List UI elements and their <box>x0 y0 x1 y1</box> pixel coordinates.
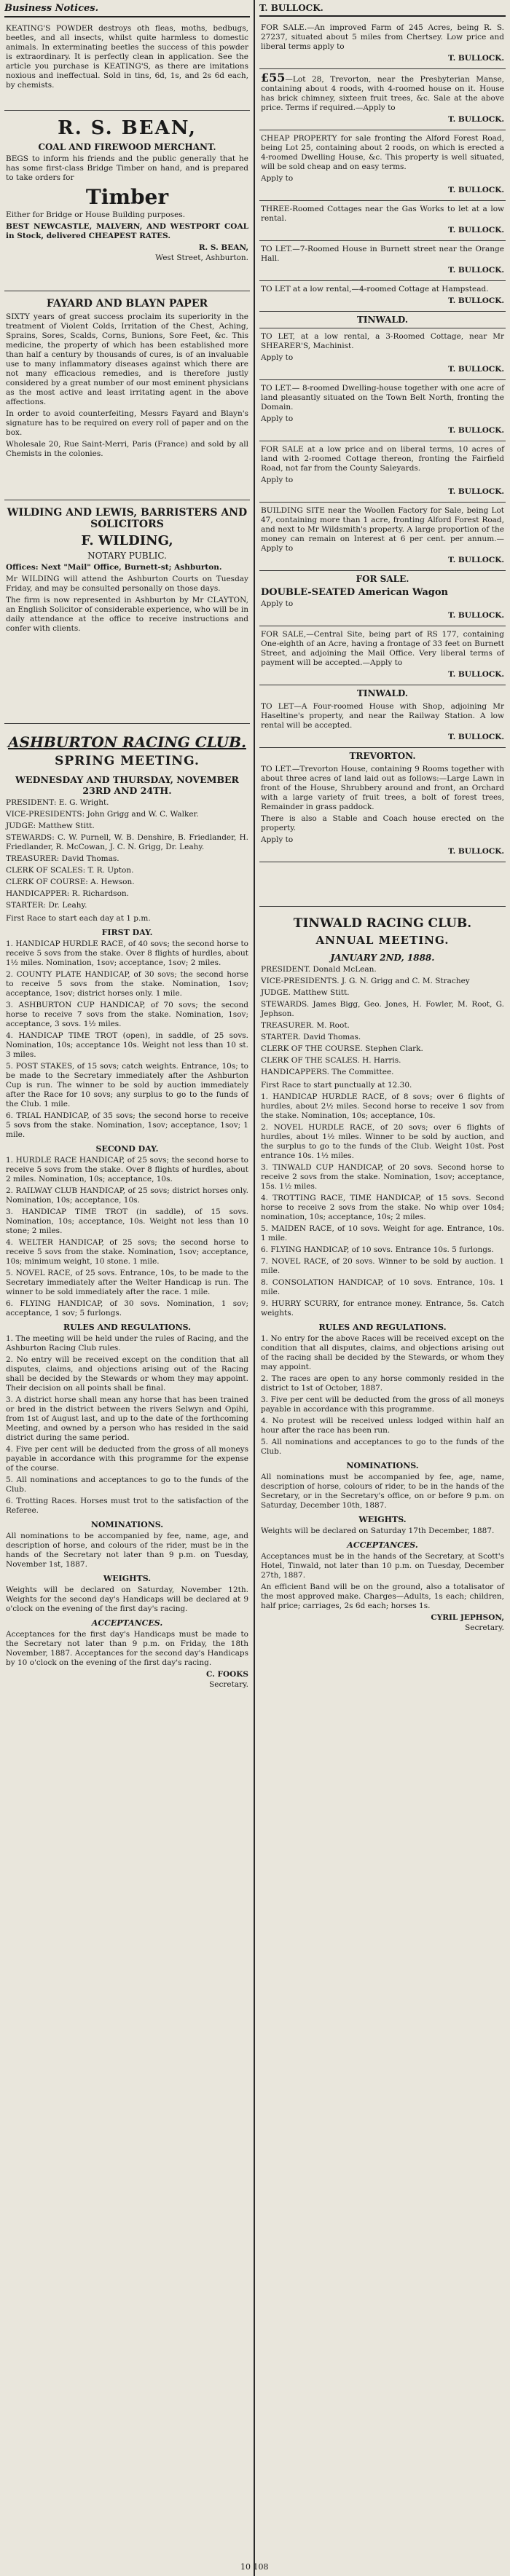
trc-rule: 1. No entry for the above Races will be received except on the condition that all disputes, claims, and objections arising out of the racing shall be decided by the Stewards, or whom they may appoint. <box>261 1334 504 1371</box>
arc-vice-presidents: VICE-PRESIDENTS: John Grigg and W. C. Walker. <box>6 810 199 819</box>
wilding-text-1: Mr WILDING will attend the Ashburton Courts on Tuesday Friday, and may be consulted personally on those days. <box>6 575 248 593</box>
bean-text-3: BEST NEWCASTLE, MALVERN, AND WESTPORT COAL in Stock, delivered CHEAPEST RATES. <box>6 222 248 240</box>
ad-text: BUILDING SITE near the Woollen Factory for Sale, being Lot 47, containing more than 1 acre, fronting Alford Forest Road, and next to Mr Wildsmith's property. A large proportion of the money can remain on Interest at 6 per cent. per annum.—Apply to <box>261 506 504 553</box>
bullock-ad-central-site <box>259 626 506 685</box>
ad-signature: T. BULLOCK. <box>448 54 504 63</box>
wilding-office: Offices: Next "Mail" Office, Burnett-st; Ashburton. <box>6 563 222 572</box>
trc-nominations-text: All nominations must be accompanied by fee, age, name, description of horse, colours of rider, to be in the hands of the Secretary, or in the Secretary's office, on or before 9 p.m. on Saturday, December 10th, 1887. <box>261 1473 504 1510</box>
trc-race-item: 4. TROTTING RACE, TIME HANDICAP, of 15 sovs. Second horse to receive 2 sovs from the stake. No whip over 10s4; nomination, 10s; acceptance, 10s; 2 miles. <box>261 1194 504 1221</box>
arc-nominations-text: All nominations to be accompanied by fee, name, age, and description of horse, and colours of the rider, must be in the hands of the Secretary not later than 9 p.m. on Tuesday, November 1st, 1887. <box>6 1532 248 1569</box>
bullock-ad-shearer-cottage <box>259 328 506 380</box>
trc-rule: 5. All nominations and acceptances to go to the funds of the Club. <box>261 1438 504 1456</box>
trc-stewards: STEWARDS. James Bigg, Geo. Jones, H. Fowler, M. Root, G. Jephson. <box>261 1000 504 1018</box>
ad-text: TO LET—A Four-roomed House with Shop, adjoining Mr Haseltine's property, and near the Railway Station. A low rental will be accepted. <box>261 702 504 730</box>
bullock-ad-town-belt <box>259 380 506 441</box>
ad-apply: Apply to <box>261 835 294 844</box>
ad-text: FOR SALE,—Central Site, being part of RS 177, containing One-eighth of an Acre, having a frontage of 33 feet on Burnett Street, and adjoining the Mail Office. Very liberal terms of payment will be accepted.—Apply to <box>261 630 504 667</box>
arc-secretary-role: Secretary. <box>209 1680 248 1689</box>
fayard-advertisement <box>4 291 250 500</box>
trc-race-item: 8. CONSOLATION HANDICAP, of 10 sovs. Entrance, 10s. 1 mile. <box>261 1278 504 1296</box>
ad-signature: T. BULLOCK. <box>448 733 504 741</box>
for-sale-heading: FOR SALE. <box>356 574 409 584</box>
arc-day1-item: 4. HANDICAP TIME TROT (open), in saddle, of 25 sovs. Nomination, 10s; acceptance 10s. Weight not less than 10 st. 3 miles. <box>6 1031 248 1059</box>
arc-rule: 2. No entry will be received except on the condition that all disputes, claims, and objections arising out of the Racing shall be decided by the Stewards or whom they may appoint. Their decision on all points shall be final. <box>6 1355 248 1393</box>
arc-day1-heading: FIRST DAY. <box>101 928 153 937</box>
wilding-name: F. WILDING, <box>81 533 173 548</box>
ad-apply: Apply to <box>261 414 294 423</box>
trc-handicappers: HANDICAPPERS. The Committee. <box>261 1068 394 1076</box>
trc-race-item: 1. HANDICAP HURDLE RACE, of 8 sovs; over 6 flights of hurdles, about 2½ miles. Second horse to receive 1 sov from the stake. Nomination, 10s; acceptance, 10s. <box>261 1092 504 1120</box>
ad-price: £55 <box>261 71 286 84</box>
trc-president: PRESIDENT. Donald McLean. <box>261 965 377 974</box>
ad-signature: T. BULLOCK. <box>448 186 504 194</box>
arc-day1-item: 3. ASHBURTON CUP HANDICAP, of 70 sovs; the second horse to receive 7 sovs from the stake. Nomination, 1sov; acceptance, 3 sovs. 1½ miles. <box>6 1001 248 1028</box>
arc-president: PRESIDENT: E. G. Wright. <box>6 798 109 807</box>
trc-race-item: 5. MAIDEN RACE, of 10 sovs. Weight for age. Entrance, 10s. 1 mile. <box>261 1224 504 1242</box>
trc-secretary-role: Secretary. <box>465 1623 504 1632</box>
trc-first-race: First Race to start punctually at 12.30. <box>261 1081 412 1090</box>
arc-day1-item: 6. TRIAL HANDICAP, of 35 sovs; the second horse to receive 5 sovs from the stake. Nomination, 1sov; acceptance, 1sov; 1 mile. <box>6 1111 248 1139</box>
arc-starter: STARTER: Dr. Leahy. <box>6 901 87 910</box>
trc-rule: 4. No protest will be received unless lodged within half an hour after the race has been run. <box>261 1417 504 1435</box>
wilding-role: NOTARY PUBLIC. <box>87 551 167 561</box>
trc-treasurer: TREASURER. M. Root. <box>261 1021 350 1030</box>
bullock-ad-shop <box>259 698 506 748</box>
running-head-right <box>259 0 506 17</box>
bullock-ad-trevorton-house <box>259 761 506 862</box>
arc-day2-item: 3. HANDICAP TIME TROT (in saddle), of 15 sovs. Nomination, 10s; acceptance, 10s. Weight not less than 10 stone; 2 miles. <box>6 1208 248 1235</box>
trc-acceptances-text: Acceptances must be in the hands of the Secretary, at Scott's Hotel, Tinwald, not later than 10 p.m. on Tuesday, December 27th, 1887. <box>261 1552 504 1580</box>
arc-secretary-name: C. FOOKS <box>206 1670 248 1679</box>
ad-text: TO LET.—Trevorton House, containing 9 Rooms together with about three acres of land laid out as follows:—Large Lawn in front of the House, Shrubbery around and front, an Orchard with a large variety of fruit trees, a bolt of forest trees, Remainder in grass paddock. <box>261 765 504 811</box>
trc-acceptances-heading: ACCEPTANCES. <box>347 1540 418 1550</box>
arc-nominations-heading: NOMINATIONS. <box>90 1520 164 1529</box>
tinwald-heading-2: TINWALD. <box>356 688 409 698</box>
ad-text: CHEAP PROPERTY for sale fronting the Alford Forest Road, being Lot 25, containing about 2 roods, on which is erected a 4-roomed Dwelling House, &c. This property is well situated, will be sold cheap and on easy terms. <box>261 134 504 171</box>
bean-timber-heading: Timber <box>85 185 169 209</box>
bullock-ad-hampstead <box>259 281 506 312</box>
trc-note: An efficient Band will be on the ground, also a totalisator of the most approved make. Charges—Adults, 1s each; children, half price; carriages, 2s 6d each; horses 1s. <box>261 1583 504 1610</box>
arc-day2-item: 6. FLYING HANDICAP, of 30 sovs. Nomination, 1 sov; acceptance, 1 sov; 5 furlongs. <box>6 1299 248 1317</box>
arc-rule: 1. The meeting will be held under the rules of Racing, and the Ashburton Racing Club rules. <box>6 1334 248 1352</box>
ad-text: FOR SALE.—An improved Farm of 245 Acres, being R. S. 27237, situated about 5 miles from Chertsey. Low price and liberal terms apply to <box>261 23 504 51</box>
tinwald-racing-club-advertisement <box>259 907 506 1638</box>
ad-text-2: There is also a Stable and Coach house erected on the property. <box>261 814 504 832</box>
trc-rule: 2. The races are open to any horse commonly resided in the district to 1st of October, 1887. <box>261 1374 504 1393</box>
ad-signature: T. BULLOCK. <box>448 847 504 856</box>
bullock-ad-burnett-house <box>259 241 506 281</box>
running-head-left: Business Notices. <box>4 0 250 17</box>
ad-signature: T. BULLOCK. <box>448 115 504 124</box>
trc-nominations-heading: NOMINATIONS. <box>346 1461 419 1470</box>
keating-text: KEATING'S POWDER destroys oth fleas, moths, bedbugs, beetles, and all insects, whilst quite harmless to domestic animals. In exterminating beetles the success of this powder is extraordinary. It is perfectly clean in application. See the article you purchase is KEATING'S, as there are imitations noxious and ineffectual. Sold in tins, 6d, 1s, and 2s 6d each, by chemists. <box>6 24 248 90</box>
ad-signature: T. BULLOCK. <box>448 226 504 235</box>
right-column <box>259 0 506 2576</box>
arc-day1-item: 2. COUNTY PLATE HANDICAP, of 30 sovs; the second horse to receive 5 sovs from the stake. Nomination, 1sov; acceptance, 1sov; district horses only. 1 mile. <box>6 970 248 998</box>
wilding-text-2: The firm is now represented in Ashburton by Mr CLAYTON, an English Solicitor of considerable experience, who will be in daily attendance at the office to receive instructions and confer with clients. <box>6 596 248 633</box>
ad-apply: Apply to <box>261 599 294 608</box>
ad-text-body: —Lot 28, Trevorton, near the Presbyterian Manse, containing about 4 roods, with 4-roomed house on it. House has brick chimney, sixteen fruit trees, &c. Sale at the above price. Terms if required.—Apply to <box>261 75 504 112</box>
bullock-ad-lot28 <box>259 69 506 130</box>
ad-apply: Apply to <box>261 476 294 484</box>
arc-day1-item: 1. HANDICAP HURDLE RACE, of 40 sovs; the second horse to receive 5 sovs from the stake. Over 8 flights of hurdles, about 1½ miles. Nomination, 1sov; acceptance, 1sov; 2 miles. <box>6 940 248 967</box>
ad-signature: T. BULLOCK. <box>448 556 504 564</box>
arc-weights-heading: WEIGHTS. <box>103 1574 152 1583</box>
trc-club-title: TINWALD RACING CLUB. <box>293 916 472 931</box>
bullock-ad-fairfield <box>259 441 506 503</box>
ad-signature: T. BULLOCK. <box>448 611 504 620</box>
trevorton-heading: TREVORTON. <box>349 751 416 761</box>
tinwald-heading: TINWALD. <box>259 315 506 328</box>
column-divider <box>254 0 255 2576</box>
wilding-advertisement <box>4 500 250 724</box>
arc-weights-text: Weights will be declared on Saturday, November 12th. Weights for the second day's Handicaps will be declared at 9 o'clock on the evening of the first day's racing. <box>6 1586 248 1613</box>
bullock-ad-cottages <box>259 201 506 241</box>
arc-acceptances-text: Acceptances for the first day's Handicaps must be made to the Secretary not later than 9 p.m. on Friday, the 18th November, 1887. Acceptances for the second day's Handicaps by 10 o'clock on the evening of the first day's racing. <box>6 1630 248 1667</box>
trc-clerk-course: CLERK OF THE COURSE. Stephen Clark. <box>261 1044 423 1053</box>
ad-text: TO LET at a low rental,—4-roomed Cottage at Hampstead. <box>261 285 489 294</box>
arc-rule: 6. Trotting Races. Horses must trot to the satisfaction of the Referee. <box>6 1497 248 1515</box>
bullock-ad-wagon <box>259 584 506 626</box>
trc-race-item: 9. HURRY SCURRY, for entrance money. Entrance, 5s. Catch weights. <box>261 1299 504 1317</box>
trc-starter: STARTER. David Thomas. <box>261 1033 361 1041</box>
bean-trade: COAL AND FIREWOOD MERCHANT. <box>38 142 216 152</box>
trc-weights-heading: WEIGHTS. <box>358 1515 407 1524</box>
arc-club-title: ASHBURTON RACING CLUB. <box>8 733 246 751</box>
ad-text: TO LET, at a low rental, a 3-Roomed Cottage, near Mr SHEARER'S, Machinist. <box>261 332 504 350</box>
arc-clerk-course: CLERK OF COURSE: A. Hewson. <box>6 878 135 886</box>
trc-race-item: 2. NOVEL HURDLE RACE, of 20 sovs; over 6 flights of hurdles, about 1½ miles. Winner to be sold by auction, and the surplus to go to the funds of the Club. Weight 10st. Post entrance 10s. 1½ miles. <box>261 1123 504 1160</box>
ad-apply: Apply to <box>261 353 294 362</box>
arc-handicapper: HANDICAPPER: R. Richardson. <box>6 889 129 898</box>
arc-rule: 4. Five per cent will be deducted from the gross of all moneys payable in accordance with this programme for the expense of the course. <box>6 1445 248 1473</box>
arc-judge: JUDGE: Matthew Stitt. <box>6 822 95 830</box>
ad-text <box>261 73 504 113</box>
ad-signature: T. BULLOCK. <box>448 487 504 496</box>
wilding-title: WILDING AND LEWIS, BARRISTERS AND SOLICITORS <box>7 507 248 530</box>
arc-meeting-title: SPRING MEETING. <box>55 754 200 768</box>
ad-text: DOUBLE-SEATED American Wagon <box>261 587 448 598</box>
ad-text: THREE-Roomed Cottages near the Gas Works to let at a low rental. <box>261 205 504 223</box>
trc-date: JANUARY 2ND, 1888. <box>330 953 435 963</box>
arc-rule: 5. All nominations and acceptances to go to the funds of the Club. <box>6 1476 248 1494</box>
bean-name: R. S. BEAN, <box>58 117 197 139</box>
fayard-text-3: Wholesale 20, Rue Saint-Merri, Paris (France) and sold by all Chemists in the colonies. <box>6 440 248 458</box>
ad-signature: T. BULLOCK. <box>448 426 504 435</box>
left-column <box>4 0 250 2576</box>
trc-race-item: 3. TINWALD CUP HANDICAP, of 20 sovs. Second horse to receive 2 sovs from the stake. Nomination, 1sov; acceptance, 15s. 1½ miles. <box>261 1163 504 1191</box>
page-footer-number: 10 108 <box>240 2562 269 2572</box>
trc-rules-heading: RULES AND REGULATIONS. <box>318 1323 447 1332</box>
trc-clerk-scales: CLERK OF THE SCALES. H. Harris. <box>261 1056 401 1065</box>
arc-day2-item: 2. RAILWAY CLUB HANDICAP, of 25 sovs; district horses only. Nomination, 10s; acceptance, 10s. <box>6 1186 248 1205</box>
ad-text: TO LET.—7-Roomed House in Burnett street near the Orange Hall. <box>261 245 504 263</box>
keating-advertisement <box>4 20 250 111</box>
arc-day2-item: 1. HURDLE RACE HANDICAP, of 25 sovs; the second horse to receive 5 sovs from the stake. Over 8 flights of hurdles, about 2 miles. Nomination, 10s; acceptance, 10s. <box>6 1156 248 1183</box>
fayard-title: FAYARD AND BLAYN PAPER <box>46 298 208 310</box>
arc-first-race: First Race to start each day at 1 p.m. <box>6 914 151 923</box>
arc-day1-item: 5. POST STAKES, of 15 sovs; catch weights. Entrance, 10s; to be made to the Secretary immediately after the Ashburton Cup is run. The winner to be sold by auction immediately after the Race for 10 sovs; any surplus to go to the funds of the Club. 1 mile. <box>6 1062 248 1108</box>
right-running-head-seller: T. BULLOCK. <box>259 3 323 13</box>
bean-signature: R. S. BEAN, <box>198 243 248 252</box>
spacer <box>259 862 506 907</box>
arc-treasurer: TREASURER: David Thomas. <box>6 854 119 863</box>
bullock-ad-building-site <box>259 503 506 571</box>
ad-signature: T. BULLOCK. <box>448 296 504 305</box>
fayard-text-2: In order to avoid counterfeiting, Messrs Fayard and Blayn's signature has to be required on every roll of paper and on the box. <box>6 409 248 437</box>
ad-apply: Apply to <box>261 174 294 183</box>
trc-rule: 3. Five per cent will be deducted from the gross of all moneys payable in accordance with this programme. <box>261 1395 504 1414</box>
ad-text: TO LET.— 8-roomed Dwelling-house together with one acre of land pleasantly situated on the Town Belt North, fronting the Domain. <box>261 384 504 411</box>
arc-day2-item: 5. NOVEL RACE, of 25 sovs. Entrance, 10s, to be made to the Secretary immediately after the Welter Handicap is run. The winner to be sold immediately after the race. 1 mile. <box>6 1269 248 1296</box>
arc-rules-heading: RULES AND REGULATIONS. <box>63 1323 192 1332</box>
trc-weights-text: Weights will be declared on Saturday 17th December, 1887. <box>261 1527 495 1535</box>
arc-day2-item: 4. WELTER HANDICAP, of 25 sovs; the second horse to receive 5 sovs from the stake. Nomination, 1sov; acceptance, 10s; minimum weight, 10 stone. 1 mile. <box>6 1238 248 1266</box>
ashburton-racing-club-advertisement <box>4 724 250 1695</box>
ad-signature: T. BULLOCK. <box>448 670 504 679</box>
fayard-text: SIXTY years of great success proclaim its superiority in the treatment of Violent Colds, Irritation of the Chest, Aching, Sprains, Sores, Scalds, Corns, Bunions, Sore Feet, &c. This medicine, the property of which has been established more than half a century by thousands of cures, is of an invaluable use to many inflammatory diseases against which there are not many efficacious remedies, and is therefore justly considered by a great number of our most eminent physicians as the most active and least irritating agent in the above affections. <box>6 312 248 406</box>
trc-race-item: 7. NOVEL RACE, of 20 sovs. Winner to be sold by auction. 1 mile. <box>261 1257 504 1275</box>
arc-clerk-scales: CLERK OF SCALES: T. R. Upton. <box>6 866 134 875</box>
trc-secretary-name: CYRIL JEPHSON, <box>431 1613 504 1622</box>
arc-day2-heading: SECOND DAY. <box>95 1144 159 1154</box>
bean-advertisement <box>4 111 250 291</box>
arc-stewards: STEWARDS: C. W. Purnell, W. B. Denshire, B. Friedlander, H. Friedlander, R. McCowan, J. C. N. Grigg, Dr. Leahy. <box>6 833 248 851</box>
ad-signature: T. BULLOCK. <box>448 266 504 275</box>
bullock-ad-farm <box>259 20 506 69</box>
arc-acceptances-heading: ACCEPTANCES. <box>91 1618 163 1628</box>
trc-judge: JUDGE. Matthew Stitt. <box>261 988 350 997</box>
arc-dates: WEDNESDAY AND THURSDAY, NOVEMBER 23RD AND 24TH. <box>15 774 239 796</box>
bean-text-1: BEGS to inform his friends and the public generally that he has some first-class Bridge Timber on hand, and is prepared to take orders for <box>6 154 248 182</box>
bean-address: West Street, Ashburton. <box>155 253 248 262</box>
bullock-ad-cheap-property <box>259 130 506 201</box>
trc-meeting-title: ANNUAL MEETING. <box>315 934 450 947</box>
arc-rule: 3. A district horse shall mean any horse that has been trained or bred in the district between the rivers Selwyn and Opihi, from 1st of August last, and up to the date of the forthcoming Meeting, and owned by a person who has resided in the said district during the same period. <box>6 1395 248 1442</box>
ad-text: FOR SALE at a low price and on liberal terms, 10 acres of land with 2-roomed Cottage thereon, fronting the Fairfield Road, not far from the County Saleyards. <box>261 445 504 473</box>
ad-signature: T. BULLOCK. <box>448 365 504 374</box>
trc-race-item: 6. FLYING HANDICAP, of 10 sovs. Entrance 10s. 5 furlongs. <box>261 1245 494 1254</box>
bean-text-2: Either for Bridge or House Building purposes. <box>6 210 186 219</box>
trc-vice-presidents: VICE-PRESIDENTS. J. G. N. Grigg and C. M. Strachey <box>261 977 470 985</box>
